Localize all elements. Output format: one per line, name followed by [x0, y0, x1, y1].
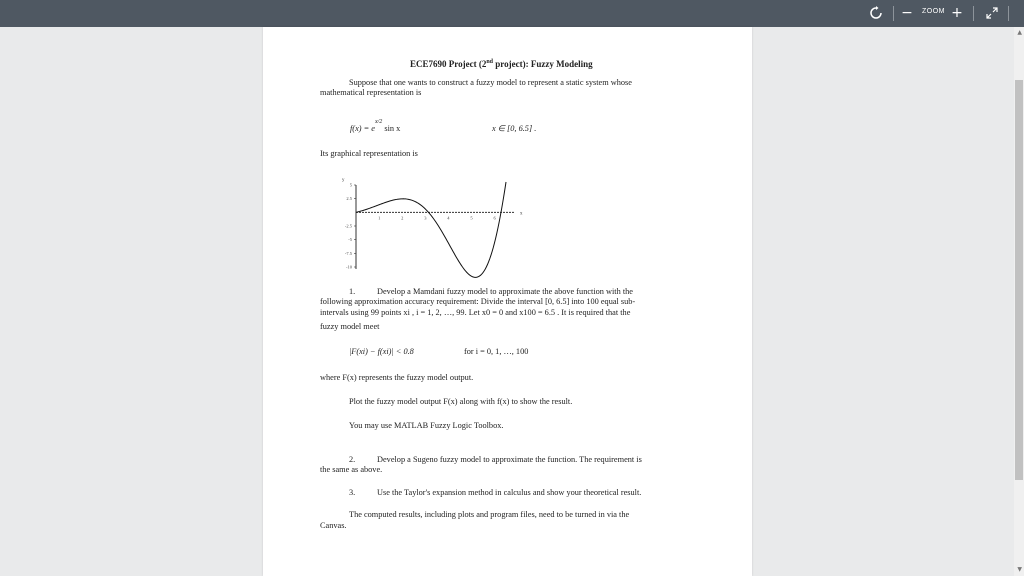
x-tick-label: 5	[470, 215, 473, 221]
item2-line-2: the same as above.	[320, 465, 383, 474]
y-axis-label: y	[342, 178, 345, 183]
item2-line-1: Develop a Sugeno fuzzy model to approximate the function. The requirement is	[377, 455, 642, 464]
graph-caption: Its graphical representation is	[320, 149, 418, 158]
equation	[350, 119, 401, 135]
item1-line-2: following approximation accuracy requirement: Divide the interval [0, 6.5] into 100 equal sub-	[320, 297, 636, 306]
expand-icon[interactable]	[984, 4, 1000, 22]
inequality-condition: for i = 0, 1, …, 100	[464, 347, 529, 356]
zoom-in-button[interactable]: +	[951, 5, 963, 21]
x-axis-label: x	[520, 211, 523, 217]
where-line: where F(x) represents the fuzzy model output.	[320, 373, 474, 382]
function-curve	[356, 182, 506, 277]
refresh-icon[interactable]	[867, 4, 885, 22]
item3-line-1: Use the Taylor's expansion method in calculus and show your theoretical result.	[377, 488, 642, 497]
y-tick-label: 5	[349, 182, 352, 188]
zoom-label: ZOOM	[922, 8, 945, 15]
scrollbar-thumb[interactable]	[1015, 80, 1023, 480]
intro-line-2: mathematical representation is	[320, 88, 422, 97]
y-tick-label: 2.5	[346, 196, 352, 202]
x-tick-label: 2	[401, 215, 404, 221]
x-tick-label: 6	[493, 215, 496, 221]
domain-text: x ∈ [0, 6.5] .	[492, 124, 537, 133]
function-plot	[338, 165, 523, 275]
intro-line-1: Suppose that one wants to construct a fuzzy model to represent a static system whose	[349, 78, 632, 87]
item3-number: 3.	[349, 488, 356, 497]
toolbar-divider	[973, 6, 974, 21]
y-tick-label: -10	[346, 264, 352, 270]
y-tick-label: -2.5	[344, 223, 352, 229]
plot-line: Plot the fuzzy model output F(x) along with f(x) to show the result.	[349, 397, 573, 406]
y-tick-label: -5	[348, 237, 352, 243]
item1-number: 1.	[349, 287, 356, 296]
equation-lhs: f(x) = e	[350, 124, 375, 133]
item2-number: 2.	[349, 455, 356, 464]
x-tick-label: 4	[447, 215, 450, 221]
toolbar-divider	[1008, 6, 1009, 21]
equation-exponent: x/2	[374, 119, 383, 125]
y-tick-label: -7.5	[344, 250, 352, 256]
zoom-out-button[interactable]: −	[901, 5, 913, 21]
item1-line-4: fuzzy model meet	[320, 322, 380, 331]
final-line-2: Canvas.	[320, 521, 347, 530]
equation-rhs: sin x	[384, 124, 401, 133]
page-title: ECE7690 Project (2nd project): Fuzzy Modeling	[410, 59, 593, 69]
toolbar-divider	[893, 6, 894, 21]
matlab-line: You may use MATLAB Fuzzy Logic Toolbox.	[349, 421, 504, 430]
viewer-toolbar	[0, 0, 1024, 27]
document-page	[263, 27, 752, 576]
scroll-down-icon[interactable]: ▼	[1017, 566, 1022, 573]
final-line-1: The computed results, including plots and program files, need to be turned in via the	[349, 510, 630, 519]
x-tick-label: 1	[378, 215, 381, 221]
scroll-up-icon[interactable]: ▲	[1017, 29, 1022, 36]
inequality: |F(xi) − f(xi)| < 0.8	[349, 347, 414, 356]
item1-line-1: Develop a Mamdani fuzzy model to approximate the above function with the	[377, 287, 633, 296]
item1-line-3: intervals using 99 points xi , i = 1, 2, …, 99. Let x0 = 0 and x100 = 6.5 . It is required that the	[320, 308, 631, 317]
x-tick-label: 3	[424, 215, 427, 221]
